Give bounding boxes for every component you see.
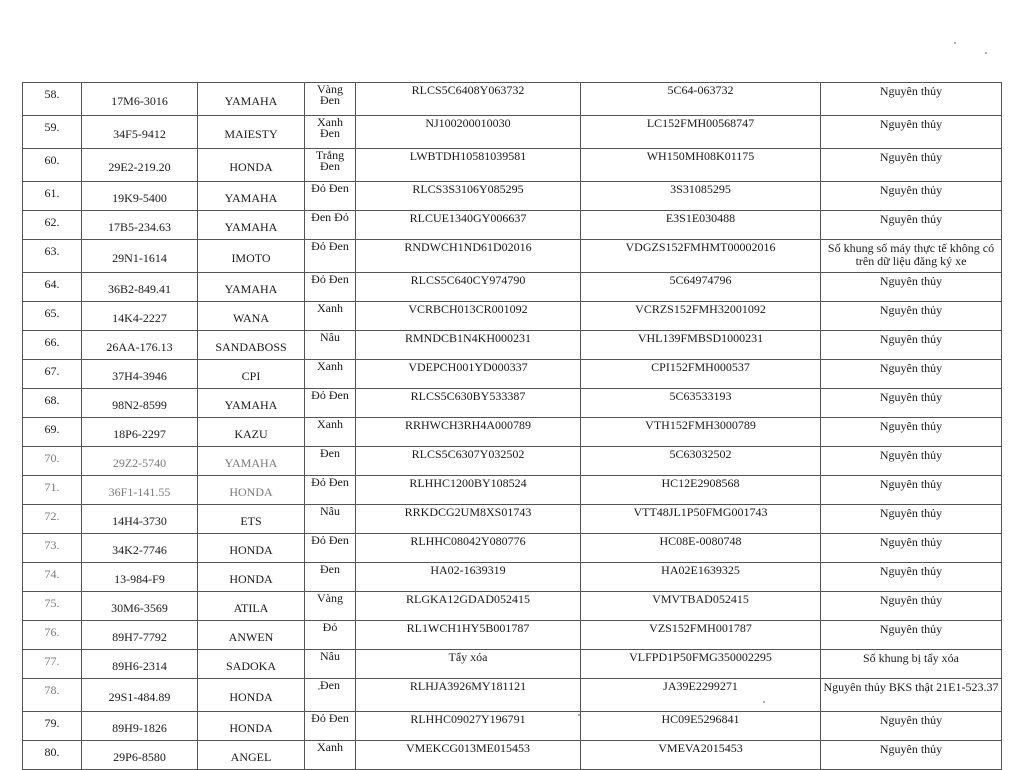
cell-color: Đen Đỏ — [305, 211, 356, 240]
cell-color: Xanh — [305, 741, 356, 770]
cell-note: Nguyên thủy — [821, 389, 1002, 418]
cell-plate: 14K4-2227 — [82, 302, 198, 331]
cell-note: Số khung bị tẩy xóa — [821, 650, 1002, 679]
cell-plate: 34F5-9412 — [82, 116, 198, 149]
cell-color: Đen — [305, 563, 356, 592]
cell-color: Xanh — [305, 302, 356, 331]
cell-engine: VMEVA2015453 — [581, 741, 821, 770]
cell-note: Nguyên thủy BKS thật 21E1-523.37 — [821, 679, 1002, 712]
table-row — [23, 149, 1002, 182]
cell-engine: JA39E2299271 — [581, 679, 821, 712]
cell-stt: 75. — [23, 592, 82, 621]
cell-engine: 5C64974796 — [581, 273, 821, 302]
cell-brand: HONDA — [198, 712, 305, 741]
cell-stt: 74. — [23, 563, 82, 592]
cell-plate: 89H6-2314 — [82, 650, 198, 679]
cell-brand: HONDA — [198, 149, 305, 182]
cell-engine: HC09E5296841 — [581, 712, 821, 741]
scan-speck — [954, 42, 956, 44]
cell-plate: 14H4-3730 — [82, 505, 198, 534]
cell-engine: VTT48JL1P50FMG001743 — [581, 505, 821, 534]
cell-vin: RL1WCH1HY5B001787 — [356, 621, 581, 650]
cell-brand: ANGEL — [198, 741, 305, 770]
cell-engine: E3S1E030488 — [581, 211, 821, 240]
cell-stt: 78. — [23, 679, 82, 712]
cell-plate: 98N2-8599 — [82, 389, 198, 418]
cell-vin: RLCS5C6307Y032502 — [356, 447, 581, 476]
cell-vin: RLGKA12GDAD052415 — [356, 592, 581, 621]
cell-vin: VMEKCG013ME015453 — [356, 741, 581, 770]
cell-vin: NJ100200010030 — [356, 116, 581, 149]
scan-speck — [985, 52, 987, 54]
cell-brand: HONDA — [198, 679, 305, 712]
cell-brand: YAMAHA — [198, 83, 305, 116]
cell-brand: HONDA — [198, 534, 305, 563]
cell-engine: VZS152FMH001787 — [581, 621, 821, 650]
cell-plate: 29Z2-5740 — [82, 447, 198, 476]
scan-speck — [578, 714, 580, 716]
cell-brand: HONDA — [198, 476, 305, 505]
cell-plate: 29N1-1614 — [82, 240, 198, 273]
cell-vin: RRKDCG2UM8XS01743 — [356, 505, 581, 534]
cell-note: Nguyên thủy — [821, 331, 1002, 360]
cell-vin: RLCS5C640CY974790 — [356, 273, 581, 302]
cell-color: Vàng Đen — [305, 83, 356, 116]
cell-color: Đỏ Đen — [305, 182, 356, 211]
cell-plate: 89H9-1826 — [82, 712, 198, 741]
table-row — [23, 621, 1002, 650]
cell-brand: MAIESTY — [198, 116, 305, 149]
cell-brand: YAMAHA — [198, 389, 305, 418]
cell-color: Đỏ Đen — [305, 273, 356, 302]
cell-stt: 58. — [23, 83, 82, 116]
cell-engine: LC152FMH00568747 — [581, 116, 821, 149]
cell-plate: 29E2-219.20 — [82, 149, 198, 182]
cell-engine: VCRZS152FMH32001092 — [581, 302, 821, 331]
cell-vin: RMNDCB1N4KH000231 — [356, 331, 581, 360]
cell-engine: 5C64-063732 — [581, 83, 821, 116]
cell-note: Nguyên thủy — [821, 447, 1002, 476]
cell-vin: RRHWCH3RH4A000789 — [356, 418, 581, 447]
cell-brand: YAMAHA — [198, 182, 305, 211]
cell-plate: 13-984-F9 — [82, 563, 198, 592]
cell-plate: 36F1-141.55 — [82, 476, 198, 505]
cell-note: Nguyên thủy — [821, 741, 1002, 770]
cell-stt: 61. — [23, 182, 82, 211]
table-row — [23, 331, 1002, 360]
cell-plate: 17M6-3016 — [82, 83, 198, 116]
cell-engine: HC12E2908568 — [581, 476, 821, 505]
cell-note: Nguyên thủy — [821, 418, 1002, 447]
cell-brand: ETS — [198, 505, 305, 534]
cell-stt: 62. — [23, 211, 82, 240]
vehicle-table — [22, 82, 1002, 770]
cell-plate: 19K9-5400 — [82, 182, 198, 211]
cell-stt: 60. — [23, 149, 82, 182]
cell-note: Nguyên thủy — [821, 149, 1002, 182]
cell-color: Xanh — [305, 418, 356, 447]
table-row — [23, 650, 1002, 679]
cell-color: Trắng Đen — [305, 149, 356, 182]
cell-plate: 18P6-2297 — [82, 418, 198, 447]
table-row — [23, 563, 1002, 592]
cell-brand: YAMAHA — [198, 447, 305, 476]
cell-note: Nguyên thủy — [821, 621, 1002, 650]
cell-color: Đỏ Đen — [305, 389, 356, 418]
cell-note: Nguyên thủy — [821, 360, 1002, 389]
cell-engine: VLFPD1P50FMG350002295 — [581, 650, 821, 679]
cell-note: Nguyên thủy — [821, 592, 1002, 621]
table-row — [23, 240, 1002, 273]
cell-plate: 36B2-849.41 — [82, 273, 198, 302]
table-row — [23, 211, 1002, 240]
cell-color: Đỏ Đen — [305, 712, 356, 741]
cell-engine: 3S31085295 — [581, 182, 821, 211]
cell-color: Nâu — [305, 331, 356, 360]
cell-vin: RNDWCH1ND61D02016 — [356, 240, 581, 273]
table-row — [23, 302, 1002, 331]
cell-color: Đen — [305, 679, 356, 712]
cell-vin: RLCS5C630BY533387 — [356, 389, 581, 418]
cell-stt: 70. — [23, 447, 82, 476]
cell-note: Nguyên thủy — [821, 534, 1002, 563]
cell-stt: 69. — [23, 418, 82, 447]
cell-note: Nguyên thủy — [821, 505, 1002, 534]
cell-brand: WANA — [198, 302, 305, 331]
cell-stt: 63. — [23, 240, 82, 273]
cell-brand: SANDABOSS — [198, 331, 305, 360]
cell-vin: RLHJA3926MY181121 — [356, 679, 581, 712]
cell-engine: HC08E-0080748 — [581, 534, 821, 563]
cell-color: Đỏ Đen — [305, 534, 356, 563]
cell-vin: RLHHC1200BY108524 — [356, 476, 581, 505]
cell-vin: RLCS3S3106Y085295 — [356, 182, 581, 211]
table-row — [23, 83, 1002, 116]
cell-vin: RLHHC08042Y080776 — [356, 534, 581, 563]
cell-vin: HA02-1639319 — [356, 563, 581, 592]
cell-color: Đen — [305, 447, 356, 476]
scan-speck — [318, 688, 320, 690]
cell-engine: VMVTBAD052415 — [581, 592, 821, 621]
cell-plate: 26AA-176.13 — [82, 331, 198, 360]
cell-engine: VTH152FMH3000789 — [581, 418, 821, 447]
cell-plate: 34K2-7746 — [82, 534, 198, 563]
cell-plate: 30M6-3569 — [82, 592, 198, 621]
cell-color: Đỏ Đen — [305, 240, 356, 273]
cell-note: Nguyên thủy — [821, 83, 1002, 116]
cell-color: Đỏ Đen — [305, 476, 356, 505]
cell-stt: 66. — [23, 331, 82, 360]
cell-stt: 79. — [23, 712, 82, 741]
cell-vin: RLCS5C6408Y063732 — [356, 83, 581, 116]
table-row — [23, 447, 1002, 476]
table-row — [23, 389, 1002, 418]
cell-vin: VDEPCH001YD000337 — [356, 360, 581, 389]
cell-note: Nguyên thủy — [821, 563, 1002, 592]
cell-vin: LWBTDH10581039581 — [356, 149, 581, 182]
cell-engine: CPI152FMH000537 — [581, 360, 821, 389]
table-row — [23, 116, 1002, 149]
cell-brand: ANWEN — [198, 621, 305, 650]
cell-plate: 29S1-484.89 — [82, 679, 198, 712]
cell-note: Nguyên thủy — [821, 211, 1002, 240]
cell-note: Nguyên thủy — [821, 182, 1002, 211]
cell-engine: VHL139FMBSD1000231 — [581, 331, 821, 360]
table-row — [23, 182, 1002, 211]
cell-stt: 76. — [23, 621, 82, 650]
cell-color: Nâu — [305, 505, 356, 534]
cell-brand: ATILA — [198, 592, 305, 621]
cell-color: Xanh — [305, 360, 356, 389]
cell-note: Nguyên thủy — [821, 476, 1002, 505]
cell-stt: 59. — [23, 116, 82, 149]
cell-color: Đỏ — [305, 621, 356, 650]
cell-note: Nguyên thủy — [821, 116, 1002, 149]
cell-plate: 17B5-234.63 — [82, 211, 198, 240]
table-row — [23, 534, 1002, 563]
cell-stt: 65. — [23, 302, 82, 331]
table-row — [23, 273, 1002, 302]
cell-stt: 64. — [23, 273, 82, 302]
cell-vin: Tẩy xóa — [356, 650, 581, 679]
table-row — [23, 741, 1002, 770]
table-row — [23, 592, 1002, 621]
table-row — [23, 712, 1002, 741]
cell-color: Xanh Đen — [305, 116, 356, 149]
cell-brand: CPI — [198, 360, 305, 389]
cell-plate: 37H4-3946 — [82, 360, 198, 389]
table-row — [23, 360, 1002, 389]
cell-vin: VCRBCH013CR001092 — [356, 302, 581, 331]
cell-stt: 67. — [23, 360, 82, 389]
table-row — [23, 418, 1002, 447]
cell-stt: 72. — [23, 505, 82, 534]
cell-brand: KAZU — [198, 418, 305, 447]
cell-brand: IMOTO — [198, 240, 305, 273]
table-row — [23, 505, 1002, 534]
cell-engine: 5C63533193 — [581, 389, 821, 418]
cell-note: Số khung số máy thực tế không có trên dữ liệu đăng ký xe — [821, 240, 1002, 273]
cell-brand: HONDA — [198, 563, 305, 592]
cell-stt: 71. — [23, 476, 82, 505]
cell-brand: SADOKA — [198, 650, 305, 679]
cell-stt: 77. — [23, 650, 82, 679]
cell-note: Nguyên thủy — [821, 712, 1002, 741]
table-body — [23, 83, 1002, 770]
cell-note: Nguyên thủy — [821, 273, 1002, 302]
cell-note: Nguyên thủy — [821, 302, 1002, 331]
cell-engine: HA02E1639325 — [581, 563, 821, 592]
cell-vin: RLCUE1340GY006637 — [356, 211, 581, 240]
table-row — [23, 476, 1002, 505]
cell-plate: 29P6-8580 — [82, 741, 198, 770]
cell-brand: YAMAHA — [198, 273, 305, 302]
cell-stt: 68. — [23, 389, 82, 418]
table-row — [23, 679, 1002, 712]
cell-vin: RLHHC09027Y196791 — [356, 712, 581, 741]
cell-stt: 80. — [23, 741, 82, 770]
cell-color: Vàng — [305, 592, 356, 621]
cell-brand: YAMAHA — [198, 211, 305, 240]
cell-engine: VDGZS152FMHMT00002016 — [581, 240, 821, 273]
cell-stt: 73. — [23, 534, 82, 563]
cell-engine: WH150MH08K01175 — [581, 149, 821, 182]
cell-color: Nâu — [305, 650, 356, 679]
cell-engine: 5C63032502 — [581, 447, 821, 476]
scan-speck — [763, 701, 765, 703]
cell-plate: 89H7-7792 — [82, 621, 198, 650]
